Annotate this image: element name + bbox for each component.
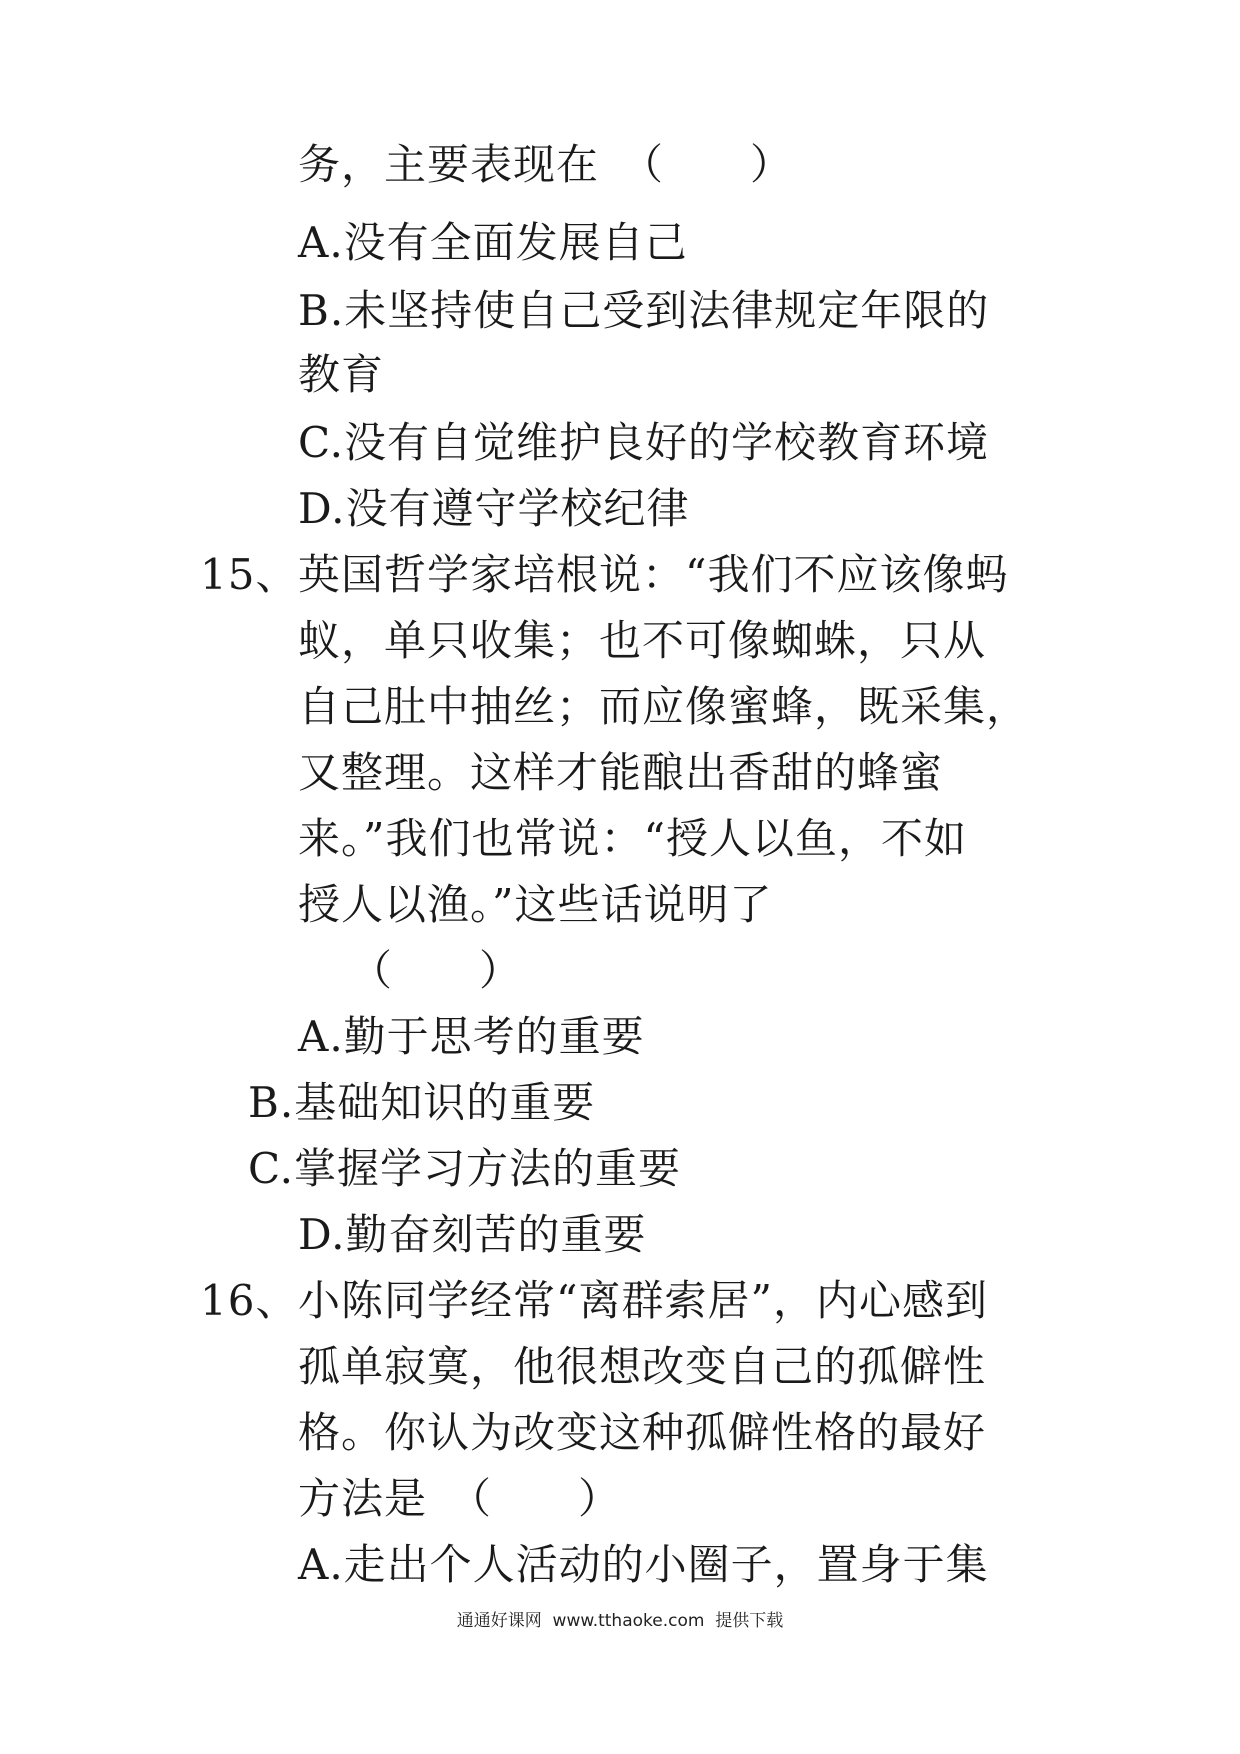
q15-option-c: C.掌握学习方法的重要 [248,1144,681,1193]
page-footer: 通通好课网 www.tthaoke.com 提供下载 [456,1611,784,1631]
q16-text-line-3: 格。你认为改变这种孤僻性格的最好 [298,1408,987,1457]
q15-text-line-6: 授人以渔。”这些话说明了 [298,880,773,929]
q15-text-line-5: 来。”我们也常说：“授人以鱼，不如 [298,814,967,863]
q15-text-line-3: 自己肚中抽丝；而应像蜜蜂，既采集， [298,682,1030,731]
q16-text-line-4: 方法是 （ ） [298,1474,622,1523]
q15-option-a: A.勤于思考的重要 [298,1012,645,1061]
q15-option-d: D.勤奋刻苦的重要 [298,1210,647,1259]
q15-answer-bracket: （ ） [350,946,523,995]
q15-text-line-4: 又整理。这样才能酿出香甜的蜂蜜 [298,748,944,797]
q15-text-line-1: 英国哲学家培根说：“我们不应该像蚂 [298,550,1009,599]
q14-option-c: C.没有自觉维护良好的学校教育环境 [298,418,989,467]
q14-option-a: A.没有全面发展自己 [298,218,688,267]
q15-text-line-2: 蚁，单只收集；也不可像蜘蛛，只从 [298,616,987,665]
q14-option-d: D.没有遵守学校纪律 [298,484,690,533]
q15-option-b: B.基础知识的重要 [248,1078,596,1127]
q16-text-line-1: 小陈同学经常“离群索居”，内心感到 [298,1276,988,1325]
q15-number: 15、 [200,550,299,599]
q14-stem-line: 务，主要表现在 （ ） [298,140,794,189]
q16-option-a: A.走出个人活动的小圈子，置身于集 [298,1540,989,1589]
q16-number: 16、 [200,1276,299,1325]
q16-text-line-2: 孤单寂寞，他很想改变自己的孤僻性 [298,1342,987,1391]
q14-option-b-line2: 教育 [298,350,385,399]
q14-option-b-line1: B.未坚持使自己受到法律规定年限的 [298,286,990,335]
